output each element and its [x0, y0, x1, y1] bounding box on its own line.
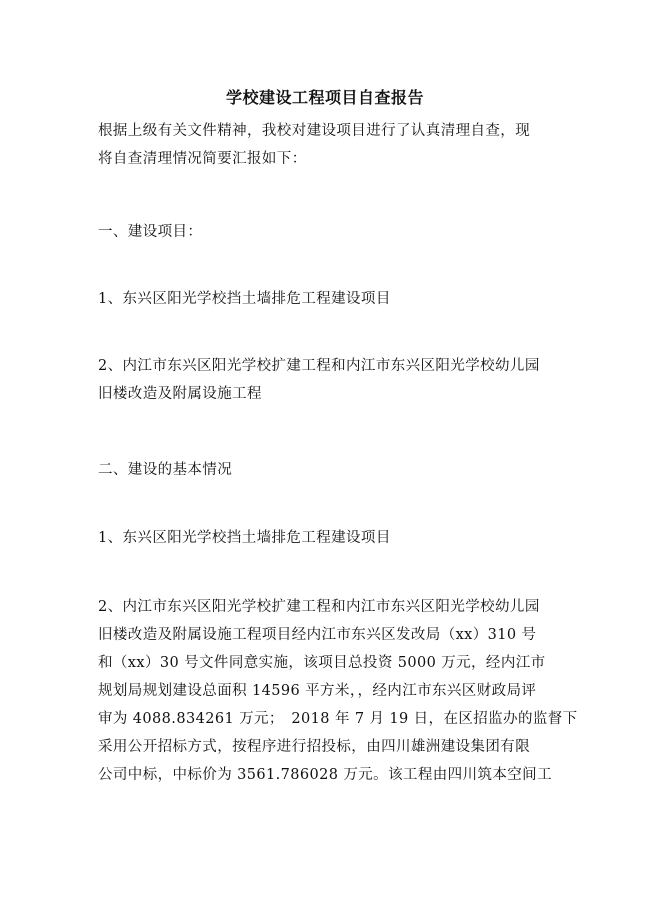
section2-item2-line-3: 和（xx）30 号文件同意实施，该项目总投资 5000 万元，经内江市 — [98, 655, 546, 671]
section2-item2-line-7: 公司中标，中标价为 3561.786028 万元。该工程由四川筑本空间工 — [98, 767, 552, 783]
section1-item1 — [98, 285, 558, 313]
document-title: 学校建设工程项目自查报告 — [225, 88, 424, 107]
section2-item2-line-5: 审为 4088.834261 万元； 2018 年 7 月 19 日，在区招监办的监督下 — [98, 711, 578, 727]
section1-item2 — [98, 352, 558, 408]
section2-item2-line-1: 2、内江市东兴区阳光学校扩建工程和内江市东兴区阳光学校幼儿园 — [98, 599, 540, 615]
section2-item2-line-6: 采用公开招标方式，按程序进行招投标，由四川雄洲建设集团有限 — [98, 739, 531, 755]
intro-line-1: 根据上级有关文件精神，我校对建设项目进行了认真清理自查，现 — [98, 123, 531, 139]
section1-heading — [98, 218, 558, 246]
section2-heading — [98, 456, 558, 484]
section2-item2-line-2: 旧楼改造及附属设施工程项目经内江市东兴区发改局（xx）310 号 — [98, 627, 537, 643]
section2-heading-text: 二、建设的基本情况 — [98, 462, 233, 478]
section2-item2 — [98, 593, 578, 789]
section2-item2-line-4: 规划局规划建设总面积 14596 平方米，，经内江市东兴区财政局评 — [98, 683, 537, 699]
section1-item1-text: 1、东兴区阳光学校挡土墙排危工程建设项目 — [98, 291, 391, 307]
section2-item1-text: 1、东兴区阳光学校挡土墙排危工程建设项目 — [98, 530, 391, 546]
section1-heading-text: 一、建设项目： — [98, 224, 203, 240]
intro-line-2: 将自查清理情况简要汇报如下： — [98, 151, 307, 167]
section1-item2-line-2: 旧楼改造及附属设施工程 — [98, 386, 262, 402]
intro-paragraph — [98, 117, 558, 173]
section1-item2-line-1: 2、内江市东兴区阳光学校扩建工程和内江市东兴区阳光学校幼儿园 — [98, 358, 540, 374]
section2-item1 — [98, 524, 558, 552]
